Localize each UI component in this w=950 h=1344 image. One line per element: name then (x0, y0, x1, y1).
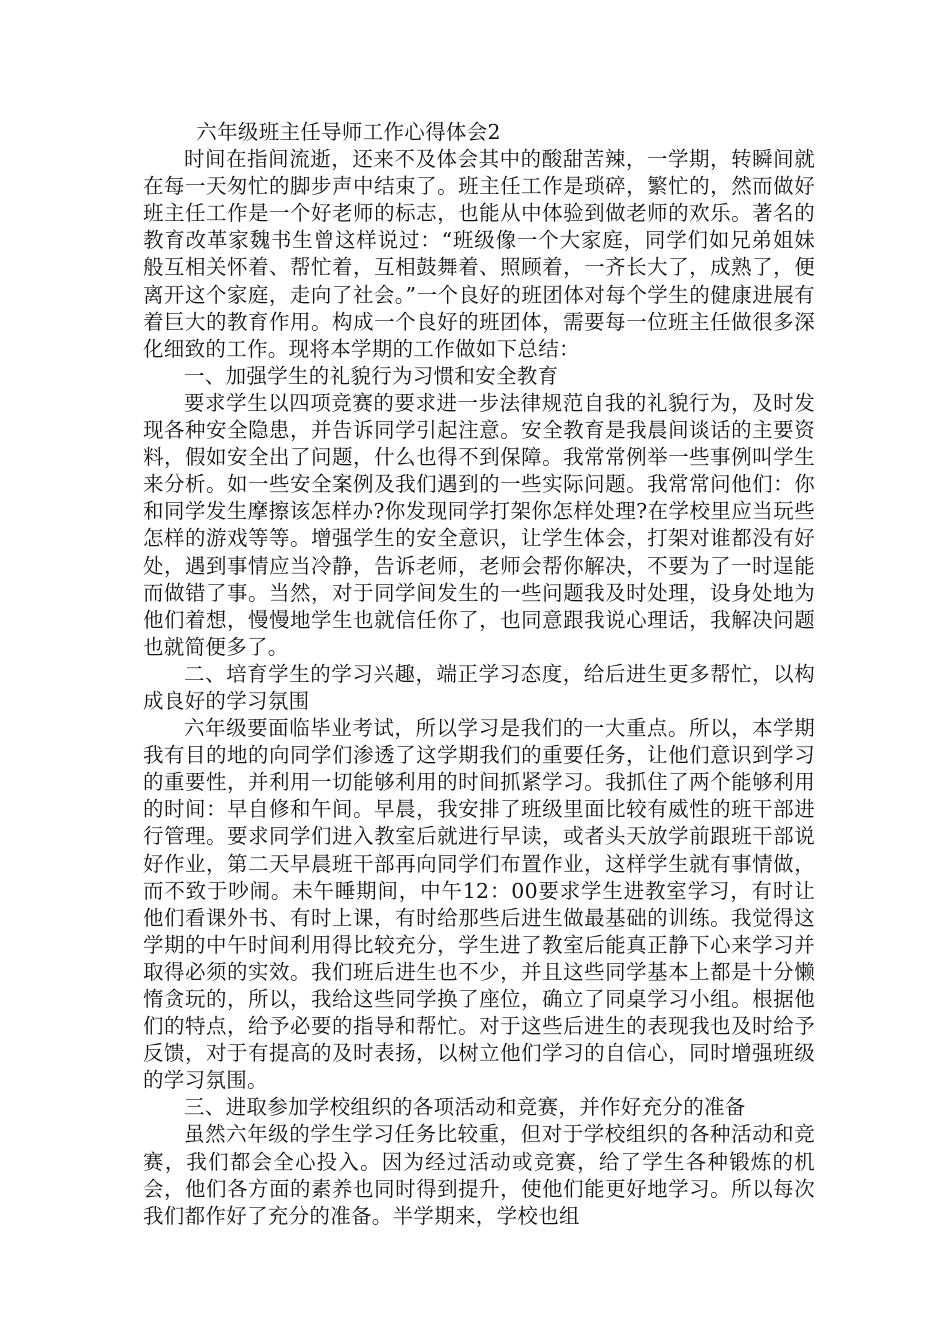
paragraph-safety: 要求学生以四项竞赛的要求进一步法律规范自我的礼貌行为，及时发现各种安全隐患，并告诉同学引起注意。安全教育是我晨间谈话的主要资料，假如安全出了问题，什么也得不到保障。我常常例举一些事例叫学生来分析。如一些安全案例及我们遇到的一些实际问题。我常常问他们：你和同学发生摩擦该怎样办?你发现同学打架你怎样处理?在学校里应当玩些怎样的游戏等等。增强学生的安全意识，让学生体会，打架对谁都没有好处，遇到事情应当冷静，告诉老师，老师会帮你解决，不要为了一时逞能而做错了事。当然，对于同学间发生的一些问题我及时处理，设身处地为他们着想，慢慢地学生也就信任你了，也同意跟我说心理话，我解决问题也就简便多了。 (143, 390, 815, 659)
paragraph-intro: 时间在指间流逝，还来不及体会其中的酸甜苦辣，一学期，转瞬间就在每一天匆忙的脚步声中结束了。班主任工作是琐碎，繁忙的，然而做好班主任工作是一个好老师的标志，也能从中体验到做老师的欢乐。著名的教育改革家魏书生曾这样说过：“班级像一个大家庭，同学们如兄弟姐妹般互相关怀着、帮忙着，互相鼓舞着、照顾着，一齐长大了，成熟了，便离开这个家庭，走向了社会。”一个良好的班团体对每个学生的健康进展有着巨大的教育作用。构成一个良好的班团体，需要每一位班主任做很多深化细致的工作。现将本学期的工作做如下总结： (143, 147, 815, 361)
section-heading-2: 二、培育学生的学习兴趣，端正学习态度，给后进生更多帮忙，以构成良好的学习氛围 (143, 661, 815, 713)
section-heading-3: 三、进取参加学校组织的各项活动和竞赛，并作好充分的准备 (184, 1095, 746, 1120)
section-heading-1: 一、加强学生的礼貌行为习惯和安全教育 (184, 363, 559, 388)
paragraph-activities: 虽然六年级的学生学习任务比较重，但对于学校组织的各种活动和竞赛，我们都会全心投入。因为经过活动或竞赛，给了学生各种锻炼的机会，他们各方面的素养也同时得到提升，使他们能更好地学习。所以每次我们都作好了充分的准备。半学期来，学校也组 (143, 1122, 815, 1228)
paragraph-study: 六年级要面临毕业考试，所以学习是我们的一大重点。所以，本学期我有目的地的向同学们渗透了这学期我们的重要任务，让他们意识到学习的重要性，并利用一切能够利用的时间抓紧学习。我抓住了两个能够利用的时间：早自修和午间。早晨，我安排了班级里面比较有威性的班干部进行管理。要求同学们进入教室后就进行早读，或者头天放学前跟班干部说好作业，第二天早晨班干部再向同学们布置作业，这样学生就有事情做，而不致于吵闹。未午睡期间，中午12：00要求学生进教室学习，有时让他们看课外书、有时上课，有时给那些后进生做最基础的训练。我觉得这学期的中午时间利用得比较充分，学生进了教室后能真正静下心来学习并取得必须的实效。我们班后进生也不少，并且这些同学基本上都是十分懒惰贪玩的，所以，我给这些同学换了座位，确立了同桌学习小组。根据他们的特点，给予必要的指导和帮忙。对于这些后进生的表现我也及时给予反馈，对于有提高的及时表扬，以树立他们学习的自信心，同时增强班级的学习氛围。 (143, 716, 815, 1093)
document-title: 六年级班主任导师工作心得体会2 (196, 120, 501, 144)
document-body (143, 119, 815, 1230)
